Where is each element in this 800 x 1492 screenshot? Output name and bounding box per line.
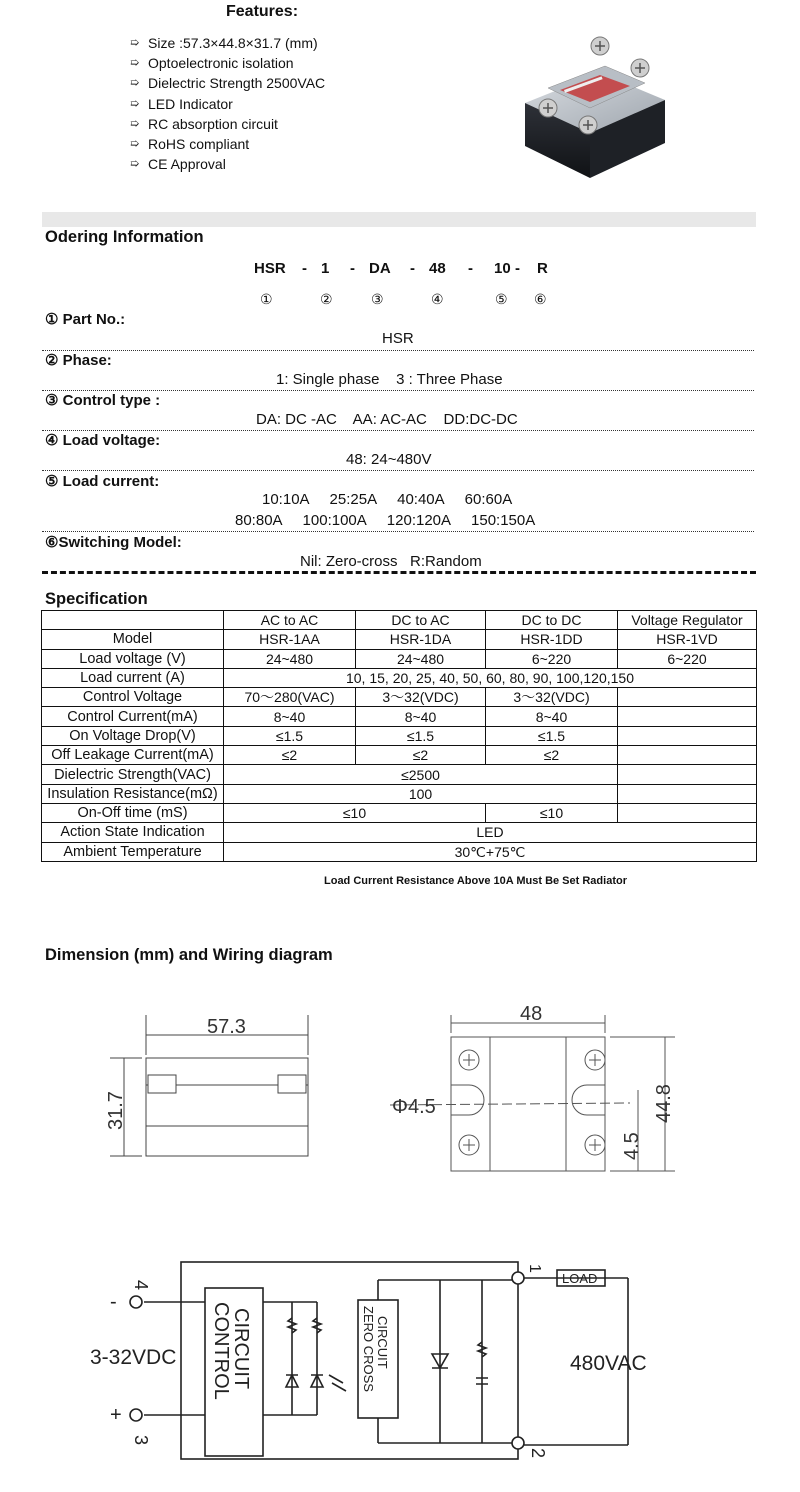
ssr-product-photo [520,28,670,186]
table-cell: ≤1.5 [356,726,486,745]
table-header-cell: DC to AC [356,611,486,630]
row-label: Ambient Temperature [42,842,224,861]
table-cell: ≤10 [224,803,486,822]
order-code-dash: - [302,260,307,277]
dimension-title: Dimension (mm) and Wiring diagram [45,946,333,964]
row-label: Action State Indication [42,823,224,842]
zero-cross-label-2: CIRCUIT [375,1316,390,1369]
order-code-dash: - [350,260,355,277]
feature-text: RC absorption circuit [148,115,278,132]
terminal-3-label: 3 [131,1435,151,1446]
dotted-divider [42,470,754,471]
order-num-4: ④ [431,291,444,307]
switching-model-value: Nil: Zero-cross R:Random [300,553,482,570]
table-row [42,803,757,822]
radiator-note: Load Current Resistance Above 10A Must Be Set Radiator [324,875,627,887]
arrow-bullet-icon: ➯ [130,37,140,49]
row-label: On-Off time (mS) [42,803,224,822]
feature-text: Optoelectronic isolation [148,55,294,72]
order-num-3: ③ [371,291,384,307]
table-cell: 8~40 [486,707,618,726]
load-current-value-row2: 80:80A 100:100A 120:120A 150:150A [235,512,536,529]
table-cell: HSR-1DA [356,630,486,649]
dashed-divider [42,571,756,574]
ordering-title: Odering Information [45,228,204,246]
order-num-2: ② [320,291,333,307]
table-cell: 8~40 [356,707,486,726]
table-header-cell [42,611,224,630]
table-row [42,823,757,842]
table-row [42,630,757,649]
feature-text: RoHS compliant [148,136,250,153]
arrow-bullet-icon: ➯ [130,117,140,130]
order-code-dash: - [515,260,520,277]
specification-title: Specification [45,590,148,608]
table-cell [618,707,757,726]
input-voltage-label: 3-32VDC [90,1346,177,1369]
feature-item [130,114,325,134]
top-width-label: 48 [520,1003,543,1025]
order-code-part: HSR [254,260,286,277]
table-cell: 100 [224,784,618,803]
terminal-4-label: 4 [131,1280,151,1291]
table-row [42,668,757,687]
arrow-bullet-icon: ➯ [130,158,140,171]
section-divider-bar [42,212,756,227]
table-cell: 6~220 [486,649,618,668]
table-cell: 70～280(VAC) [224,688,356,707]
terminal-1-label: 1 [526,1264,543,1273]
row-label: Control Current(mA) [42,707,224,726]
specification-table [41,610,757,862]
table-cell: 6~220 [618,649,757,668]
phase-title: ② Phase: [45,352,112,369]
hole-diameter-label: Φ4.5 [392,1096,436,1118]
dotted-divider [42,350,754,351]
order-code-voltage: 48 [429,260,446,277]
table-row [42,649,757,668]
table-row [42,726,757,745]
order-code-switching: R [537,260,548,277]
table-cell [618,803,757,822]
order-code-dash: - [468,260,473,277]
load-label: LOAD [562,1271,598,1286]
switching-model-title: ⑥Switching Model: [45,534,182,551]
row-label: Load voltage (V) [42,649,224,668]
feature-item [130,33,325,53]
table-row [42,688,757,707]
load-voltage-title: ④ Load voltage: [45,432,161,449]
table-cell [618,765,757,784]
table-row [42,746,757,765]
arrow-bullet-icon: ➯ [130,97,140,110]
table-cell: ≤2 [356,746,486,765]
row-label: Insulation Resistance(mΩ) [42,784,224,803]
feature-text: Size :57.3×44.8×31.7 (mm) [148,35,318,51]
part-no-title: ① Part No.: [45,311,126,328]
terminal-2-label: 2 [528,1448,548,1459]
order-code-current: 10 [494,260,511,277]
arrow-bullet-icon: ➯ [130,57,140,70]
row-label: Control Voltage [42,688,224,707]
order-num-1: ① [260,291,273,307]
order-num-6: ⑥ [534,291,547,307]
features-list [130,33,325,174]
side-height-label: 31.7 [105,1091,127,1130]
table-cell: 24~480 [224,649,356,668]
table-cell: ≤10 [486,803,618,822]
table-cell [618,746,757,765]
dotted-divider [42,531,754,532]
row-label: Dielectric Strength(VAC) [42,765,224,784]
arrow-bullet-icon: ➯ [130,77,140,90]
part-no-value: HSR [382,330,414,347]
control-circuit-label-2: CIRCUIT [230,1308,252,1390]
zero-cross-label-1: ZERO CROSS [361,1306,376,1392]
minus-label: - [110,1291,117,1313]
phase-value: 1: Single phase 3 : Three Phase [276,371,503,388]
load-voltage-value: 48: 24~480V [346,451,432,468]
table-cell: HSR-1VD [618,630,757,649]
row-label: Model [42,630,224,649]
features-title: Features: [226,3,299,20]
table-cell: 24~480 [356,649,486,668]
table-row [42,765,757,784]
load-current-value-row1: 10:10A 25:25A 40:40A 60:60A [262,491,513,508]
side-width-label: 57.3 [207,1016,246,1038]
order-code-phase: 1 [321,260,330,277]
row-label: On Voltage Drop(V) [42,726,224,745]
control-type-title: ③ Control type : [45,392,161,409]
row-label: Off Leakage Current(mA) [42,746,224,765]
table-cell: ≤2500 [224,765,618,784]
row-label: Load current (A) [42,668,224,687]
order-num-5: ⑤ [495,291,508,307]
feature-text: LED Indicator [148,95,233,112]
output-voltage-label: 480VAC [570,1352,647,1375]
table-header-cell: AC to AC [224,611,356,630]
control-circuit-label-1: CONTROL [210,1302,232,1400]
table-header-row [42,611,757,630]
table-cell: 3～32(VDC) [486,688,618,707]
table-row [42,784,757,803]
order-code-dash: - [410,260,415,277]
table-cell: ≤2 [224,746,356,765]
table-cell: 3～32(VDC) [356,688,486,707]
table-header-cell: DC to DC [486,611,618,630]
table-header-cell: Voltage Regulator [618,611,757,630]
order-code-control: DA [369,260,391,277]
table-cell: ≤1.5 [486,726,618,745]
table-row [42,842,757,861]
table-cell [618,688,757,707]
table-cell: ≤2 [486,746,618,765]
top-height-label: 44.8 [653,1084,675,1123]
table-cell: HSR-1AA [224,630,356,649]
table-cell: 30℃+75℃ [224,842,757,861]
feature-text: Dielectric Strength 2500VAC [148,75,326,92]
feature-item [130,154,325,174]
control-type-value: DA: DC -AC AA: AC-AC DD:DC-DC [256,411,518,428]
table-cell [618,726,757,745]
table-cell: 8~40 [224,707,356,726]
feature-item [130,73,325,93]
table-cell [618,784,757,803]
arrow-bullet-icon: ➯ [130,138,140,151]
feature-text: CE Approval [148,156,226,173]
table-cell: HSR-1DD [486,630,618,649]
slot-size-label: 4.5 [621,1132,643,1160]
wiring-diagram [80,1250,700,1470]
feature-item [130,134,325,154]
load-current-title: ⑤ Load current: [45,473,160,490]
table-cell: LED [224,823,757,842]
feature-item [130,53,325,73]
table-row [42,707,757,726]
plus-label: + [110,1404,122,1426]
dimension-drawing [90,995,710,1185]
feature-item [130,94,325,114]
table-cell: 10, 15, 20, 25, 40, 50, 60, 80, 90, 100,120,150 [224,668,757,687]
table-cell: ≤1.5 [224,726,356,745]
